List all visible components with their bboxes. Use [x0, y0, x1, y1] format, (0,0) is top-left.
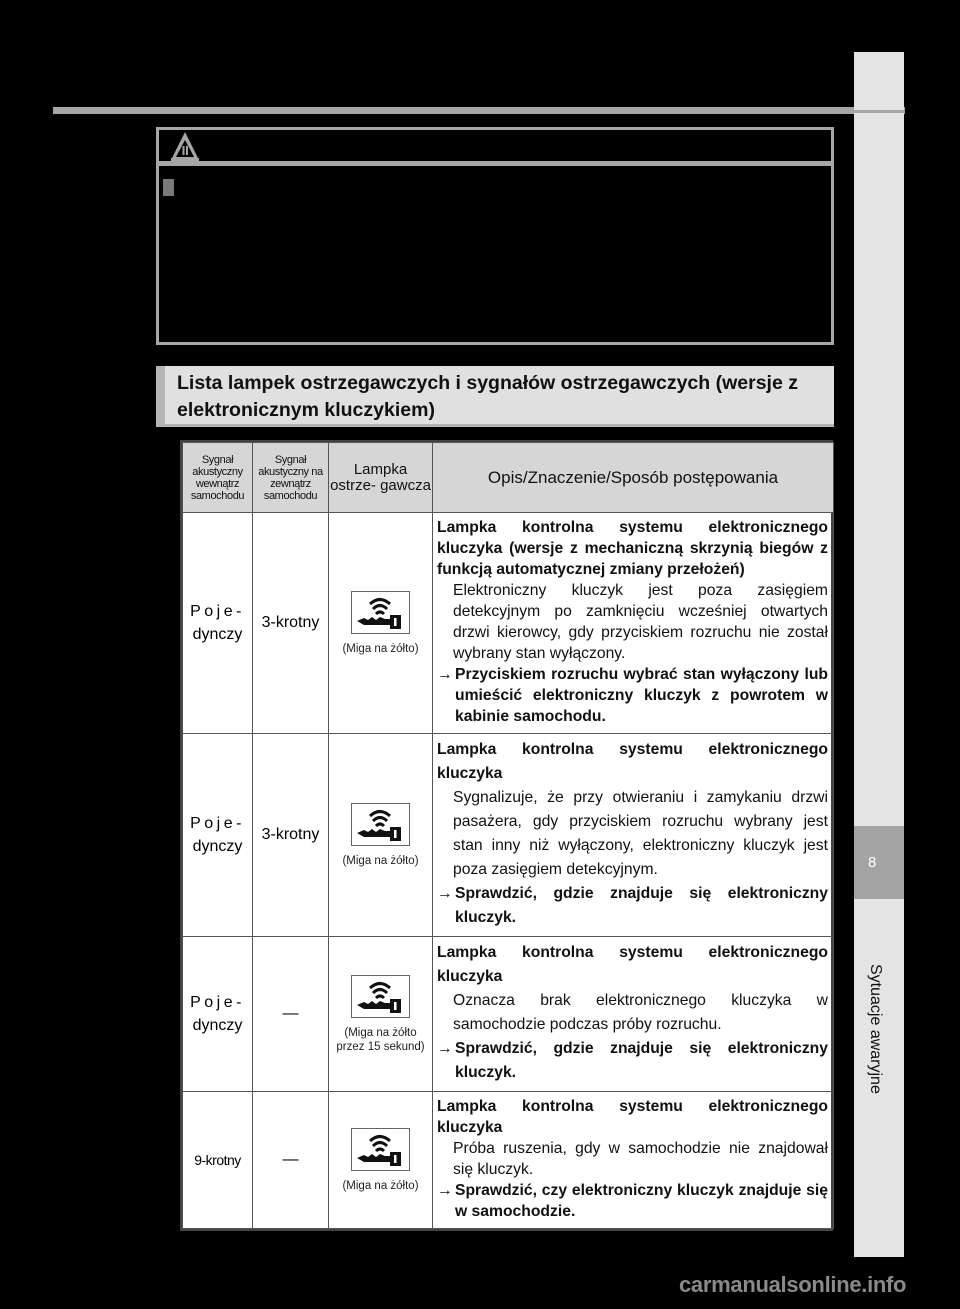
table-row [183, 1092, 834, 1229]
warning-lamps-table [180, 440, 833, 1231]
lamp-action-text: Sprawdzić, gdzie znajduje się elektroniczny kluczyk. [455, 885, 828, 926]
inside-signal-line1: Poje- [190, 994, 245, 1011]
electronic-key-icon [351, 1128, 410, 1171]
lamp-description: Sygnalizuje, że przy otwieraniu i zamykaniu drzwi pasażera, gdy przyciskiem rozruchu wybrany jest stan inny niż wyłączony, elektroniczny kluczyk jest poza zasięgiem detekcyjnym. [453, 789, 828, 878]
header-inside-signal: Sygnał akustyczny wewnątrz samochodu [183, 443, 253, 513]
arrow-icon: → [437, 885, 453, 902]
section-title: Lista lampek ostrzegawczych i sygnałów ostrzegawczych (wersje z elektronicznym kluczykiem) [156, 366, 834, 427]
header-outside-signal: Sygnał akustyczny na zewnątrz samochodu [253, 443, 329, 513]
lamp-action-text: Przyciskiem rozruchu wybrać stan wyłączony lub umieścić elektroniczny kluczyk z powrotem w kabinie samochodu. [455, 666, 828, 725]
outside-signal-cell: 3-krotny [253, 513, 329, 734]
lamp-action [437, 1037, 828, 1085]
lamp-title: Lampka kontrolna systemu elektronicznego kluczyka [437, 741, 828, 782]
lamp-action [437, 1180, 828, 1222]
chapter-number: 8 [854, 826, 904, 899]
lamp-caption-line1: (Miga na żółto [344, 1026, 417, 1039]
inside-signal-cell [183, 734, 253, 937]
inside-signal-cell [183, 937, 253, 1092]
lamp-description: Próba ruszenia, gdy w samochodzie nie znajdował się kluczyk. [453, 1140, 828, 1178]
arrow-icon: → [437, 1182, 453, 1199]
table-header-row [183, 443, 834, 513]
warning-triangle-icon [169, 131, 201, 163]
lamp-caption: (Miga na żółto) [342, 1179, 419, 1192]
description-cell [433, 1092, 834, 1229]
lamp-description: Elektroniczny kluczyk jest poza zasięgiem detekcyjnym po zamknięciu wcześniej otwartych drzwi kierowcy, gdy przyciskiem rozruchu nie został wybrany stan wyłączony. [453, 582, 828, 662]
lamp-cell [329, 1092, 433, 1229]
watermark: carmanualsonline.info [679, 1272, 907, 1297]
lamp-caption: (Miga na żółto) [342, 854, 419, 867]
lamp-action [437, 664, 828, 727]
lamp-action-text: Sprawdzić, czy elektroniczny kluczyk znajduje się w samochodzie. [455, 1182, 828, 1220]
outside-signal-cell: — [253, 1092, 329, 1229]
lamp-title: Lampka kontrolna systemu elektronicznego kluczyka [437, 944, 828, 985]
outside-signal-cell: — [253, 937, 329, 1092]
lamp-cell [329, 937, 433, 1092]
inside-signal-line2: dynczy [192, 1017, 243, 1034]
top-rule [53, 107, 905, 114]
lamp-caption [329, 1026, 432, 1054]
lamp-description: Oznacza brak elektronicznego kluczyka w samochodzie podczas próby rozruchu. [453, 992, 828, 1033]
arrow-icon: → [437, 666, 453, 683]
chapter-title: Sytuacje awaryjne [867, 964, 884, 1094]
inside-signal-line2: dynczy [192, 626, 243, 643]
table-row [183, 734, 834, 937]
inside-signal-cell: 9-krotny [183, 1092, 253, 1229]
warning-header [159, 130, 831, 166]
lamp-cell [329, 734, 433, 937]
chapter-side-tab [854, 52, 904, 1257]
lamp-action-text: Sprawdzić, gdzie znajduje się elektroniczny kluczyk. [455, 1040, 828, 1081]
electronic-key-icon [351, 591, 410, 634]
side-tab-divider [854, 110, 904, 113]
electronic-key-icon [351, 975, 410, 1018]
header-description: Opis/Znaczenie/Sposób postępowania [433, 443, 834, 513]
lamp-action [437, 882, 828, 930]
description-cell [433, 513, 834, 734]
lamp-title: Lampka kontrolna systemu elektronicznego kluczyka (wersje z mechaniczną skrzynią biegów z funkcją automatycznej zmiany przełożeń) [437, 519, 828, 578]
lamp-caption: (Miga na żółto) [342, 642, 419, 655]
arrow-icon: → [437, 1040, 453, 1057]
electronic-key-icon [351, 803, 410, 846]
table-row [183, 937, 834, 1092]
description-cell [433, 734, 834, 937]
lamp-cell [329, 513, 433, 734]
inside-signal-line2: dynczy [192, 838, 243, 855]
inside-signal-line1: Poje- [190, 603, 245, 620]
outside-signal-cell: 3-krotny [253, 734, 329, 937]
inside-signal-line1: Poje- [190, 815, 245, 832]
header-warning-lamp: Lampka ostrze- gawcza [329, 443, 433, 513]
table-row [183, 513, 834, 734]
square-bullet-icon [163, 179, 174, 196]
description-cell [433, 937, 834, 1092]
lamp-title: Lampka kontrolna systemu elektronicznego kluczyka [437, 1098, 828, 1136]
lamp-caption-line2: przez 15 sekund) [336, 1040, 425, 1053]
warning-box [156, 127, 834, 345]
inside-signal-cell [183, 513, 253, 734]
